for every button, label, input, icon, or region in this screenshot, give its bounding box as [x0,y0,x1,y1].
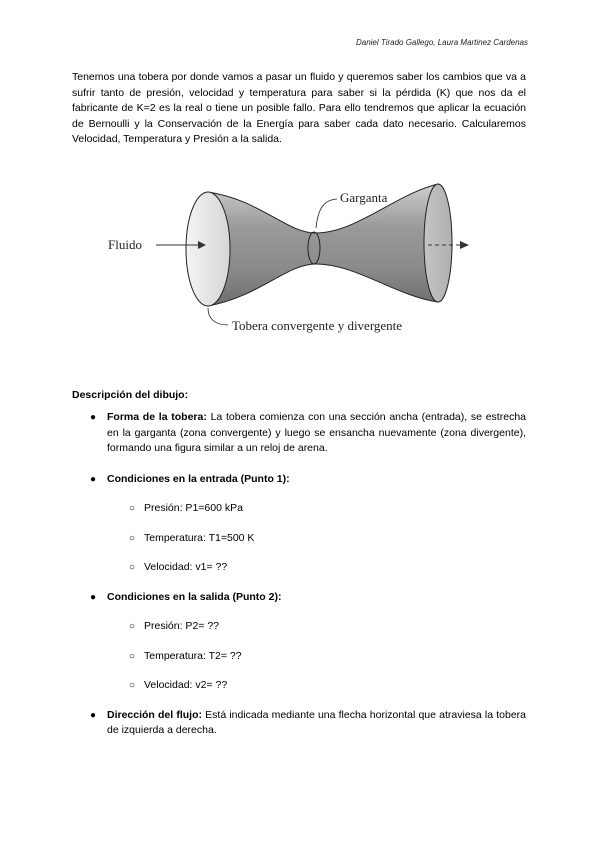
sub-item-text: Temperatura: T1=500 K [144,531,255,544]
inlet-section [186,192,230,306]
nozzle-leader-line [208,308,228,325]
list-item-body: Está indicada mediante una flecha horizontal que atraviesa la tobera de izquierda a derecha. [107,708,527,736]
bullet-icon: ● [90,591,97,603]
list-item-title: Dirección del flujo: [107,708,202,721]
sub-item-outlet-temperature [72,649,526,665]
outlet-section [424,184,452,302]
list-item-body: La tobera comienza con una sección ancha (entrada), se estrecha en la garganta (zona convergente) y luego se ensancha nuevamente (zona divergente), formando una figura similar a un reloj de arena. [107,411,526,454]
nozzle-figure [96,178,476,340]
description-title: Descripción del dibujo: [72,389,189,401]
sub-item-text: Velocidad: v2= ?? [144,679,228,691]
list-item-title: Condiciones en la salida (Punto 2): [107,590,282,603]
sub-item-text: Presión: P2= ?? [144,620,220,632]
throat-label: Garganta [340,190,388,205]
list-item-inlet [72,472,526,488]
circle-bullet-icon: ○ [129,532,136,544]
intro-paragraph: Tenemos una tobera por donde vamos a pasar un fluido y queremos saber los cambios que va a sufrir tanto de presión, velocidad y temperatura para saber si la pérdida (K) que nos da el fabricante de K=2 es la real o tiene un posible fallo. Para ello tendremos que aplicar la ecuación de Bernoulli y la Conservación de la Energía para saber cada dato necesario. Calcularemos Velocidad, Temperatura y Presión a la salida. [72,71,526,145]
sub-item-outlet-velocity [72,678,526,694]
sub-item-outlet-pressure [72,619,526,635]
list-item-flow [72,708,526,739]
circle-bullet-icon: ○ [129,650,136,662]
nozzle-body [208,184,438,306]
list-item-title: Condiciones en la entrada (Punto 1): [107,472,290,485]
list-item-shape [72,410,526,457]
description-list [72,410,526,739]
bullet-icon: ● [90,473,97,485]
list-item-text [107,708,526,739]
circle-bullet-icon: ○ [129,621,136,632]
nozzle-label: Tobera convergente y divergente [232,318,403,333]
list-item-title: Forma de la tobera: [107,411,207,423]
fluid-label: Fluido [108,237,142,252]
circle-bullet-icon: ○ [129,562,136,573]
sub-item-inlet-pressure [72,501,526,517]
sub-item-text: Velocidad: v1= ?? [144,561,228,573]
nozzle-diagram [96,178,476,340]
sub-item-text: Temperatura: T2= ?? [144,649,242,662]
circle-bullet-icon: ○ [129,503,136,514]
sub-item-text: Presión: P1=600 kPa [144,502,243,514]
sub-item-inlet-temperature [72,531,526,547]
flow-arrow-exit-head [460,241,469,249]
page-header-authors: Daniel Tirado Gallego, Laura Martinez Cardenas [355,38,528,47]
sub-item-inlet-velocity [72,560,526,576]
list-item-text [107,410,526,457]
list-item-outlet [72,590,526,606]
throat-leader-line [316,199,337,228]
bullet-icon: ● [90,412,97,423]
circle-bullet-icon: ○ [129,680,136,691]
bullet-icon: ● [90,709,97,721]
